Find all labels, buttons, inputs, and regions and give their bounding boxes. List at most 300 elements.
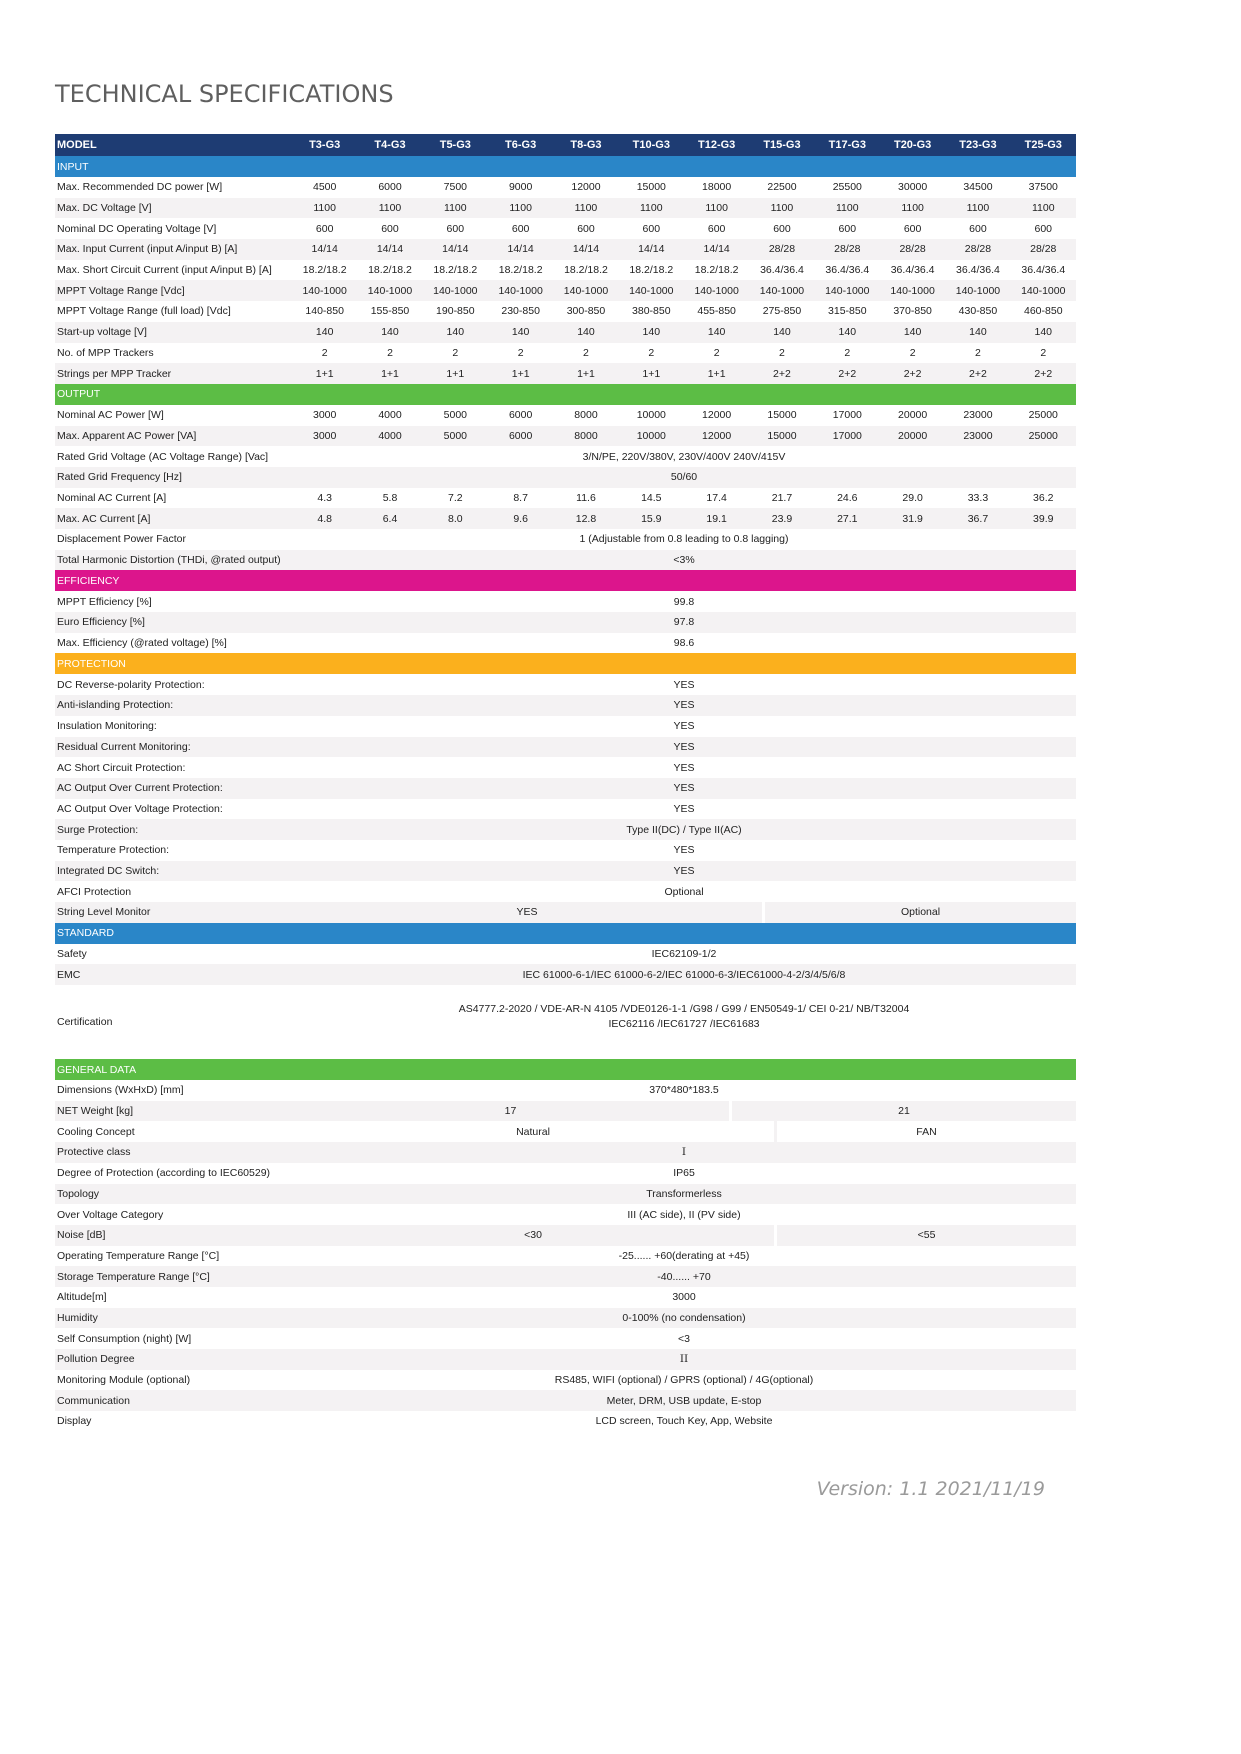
row-value: 18.2/18.2 — [433, 264, 478, 277]
row-value: 20000 — [898, 409, 928, 422]
row-label: Rated Grid Voltage (AC Voltage Range) [Vac] — [57, 450, 269, 463]
row-value: 14/14 — [572, 243, 600, 256]
row-value: 14/14 — [507, 243, 534, 256]
row-value: 1100 — [901, 202, 924, 215]
table-row — [55, 799, 1076, 820]
row-value: 140 — [1034, 326, 1053, 339]
row-value: 11.6 — [576, 491, 596, 504]
row-label: AC Short Circuit Protection: — [57, 761, 186, 774]
row-value: 8.7 — [513, 491, 528, 504]
row-value: 33.3 — [967, 491, 989, 504]
row-value: 2+2 — [1034, 367, 1053, 380]
row-value: 3/N/PE, 220V/380V, 230V/400V 240V/415V — [582, 450, 786, 463]
row-value-right: FAN — [916, 1125, 937, 1138]
table-row-certification — [55, 985, 1076, 1059]
row-label: Max. Short Circuit Current (input A/input B) [A] — [57, 264, 272, 277]
row-value: 18.2/18.2 — [629, 264, 674, 277]
row-label: Max. DC Voltage [V] — [57, 202, 152, 215]
row-value: I — [681, 1146, 687, 1159]
table-row — [55, 716, 1076, 737]
row-value: 2 — [909, 346, 916, 359]
row-value: 36.4/36.4 — [825, 264, 870, 277]
row-label: Euro Efficiency [%] — [57, 616, 145, 629]
row-label: Max. AC Current [A] — [57, 512, 151, 525]
row-value: 20000 — [898, 429, 928, 442]
table-row — [55, 239, 1076, 260]
row-value: 140 — [903, 326, 922, 339]
row-value: 140-1000 — [825, 284, 870, 297]
row-value: 455-850 — [697, 305, 736, 318]
row-label: Max. Efficiency (@rated voltage) [%] — [57, 637, 227, 650]
row-value: 1+1 — [511, 367, 530, 380]
table-row — [55, 446, 1076, 467]
row-value: 1100 — [509, 202, 532, 215]
row-value: 140 — [707, 326, 726, 339]
row-value: 28/28 — [964, 243, 992, 256]
row-value: III (AC side), II (PV side) — [627, 1208, 741, 1221]
row-value: 140-850 — [305, 305, 344, 318]
table-row — [55, 944, 1076, 965]
table-row-cooling — [55, 1121, 1076, 1142]
table-row — [55, 1184, 1076, 1205]
model-col: T20-G3 — [893, 139, 932, 151]
table-row — [55, 322, 1076, 343]
row-value: 600 — [1034, 222, 1053, 235]
row-value: 2 — [648, 346, 655, 359]
row-value: IEC62109-1/2 — [651, 948, 717, 961]
row-value: 18.2/18.2 — [694, 264, 739, 277]
table-row — [55, 1390, 1076, 1411]
row-value: 600 — [315, 222, 334, 235]
table-row — [55, 737, 1076, 758]
row-value: 2 — [1040, 346, 1047, 359]
row-value: 24.6 — [837, 491, 858, 504]
row-value: 4500 — [312, 181, 337, 194]
row-value: 28/28 — [768, 243, 796, 256]
row-value: 140 — [381, 326, 399, 339]
version-label: Version: 1.1 2021/11/19 — [816, 1478, 1045, 1500]
row-label: Integrated DC Switch: — [57, 864, 160, 877]
row-value: 7500 — [443, 181, 467, 194]
row-label: Over Voltage Category — [57, 1208, 164, 1221]
model-col: T15-G3 — [763, 139, 801, 151]
row-value: 4000 — [378, 429, 402, 442]
row-value: 12000 — [702, 409, 732, 422]
row-label: Surge Protection: — [57, 823, 139, 836]
table-row — [55, 363, 1076, 384]
row-value: 2 — [844, 346, 851, 359]
row-value: 14.5 — [641, 491, 662, 504]
row-value: 300-850 — [566, 305, 606, 318]
input-rows — [55, 177, 1076, 384]
table-row — [55, 218, 1076, 239]
table-row — [55, 1308, 1076, 1329]
table-row-string-level-monitor — [55, 902, 1076, 923]
row-label: Operating Temperature Range [°C] — [57, 1249, 220, 1262]
row-value: 10000 — [636, 409, 666, 422]
row-value-right: <55 — [777, 1225, 1076, 1246]
row-value: 6000 — [508, 429, 533, 442]
row-value: 5000 — [443, 409, 467, 422]
row-value: 600 — [969, 222, 987, 235]
table-row — [55, 488, 1076, 509]
row-label: Displacement Power Factor — [57, 533, 186, 546]
row-value: 2 — [583, 346, 589, 359]
row-value: 370-850 — [893, 305, 932, 318]
row-label: Pollution Degree — [57, 1353, 135, 1366]
row-value: 2 — [517, 346, 524, 359]
row-value: 25500 — [832, 181, 862, 194]
row-value: 2 — [779, 346, 785, 359]
row-value: 5.8 — [382, 491, 398, 504]
row-value: 14/14 — [311, 243, 338, 256]
row-value: Optional — [664, 885, 704, 898]
model-col: T25-G3 — [1024, 139, 1062, 151]
output-rows-numeric-1 — [55, 405, 1076, 446]
row-value: 140-1000 — [890, 284, 935, 297]
row-label: Start-up voltage [V] — [57, 326, 147, 339]
row-value: 140-1000 — [629, 284, 674, 297]
certification-line-2: IEC62116 /IEC61727 /IEC61683 — [608, 1018, 760, 1031]
row-value: 1100 — [378, 202, 402, 215]
model-col: T3-G3 — [309, 139, 341, 151]
row-value: 21.7 — [771, 491, 793, 504]
row-label: No. of MPP Trackers — [57, 346, 154, 359]
row-value: 600 — [773, 222, 791, 235]
row-value: Type II(DC) / Type II(AC) — [626, 823, 742, 836]
table-row — [55, 301, 1076, 322]
section-output: OUTPUT — [55, 384, 1076, 405]
row-value: 140 — [642, 326, 661, 339]
row-value: 140 — [446, 326, 465, 339]
row-label: AC Output Over Current Protection: — [57, 782, 223, 795]
row-value: 15000 — [767, 429, 797, 442]
row-value: RS485, WIFI (optional) / GPRS (optional) / 4G(optional) — [554, 1374, 814, 1387]
row-value: Transformerless — [646, 1187, 722, 1200]
row-label: AFCI Protection — [57, 885, 132, 898]
row-label: Altitude[m] — [57, 1291, 107, 1304]
section-general-data: GENERAL DATA — [55, 1059, 1076, 1080]
row-value: 2 — [452, 346, 459, 359]
row-label: DC Reverse-polarity Protection: — [57, 678, 205, 691]
row-value: 140-1000 — [498, 284, 543, 297]
row-value: 1100 — [313, 202, 336, 215]
protection-rows — [55, 674, 1076, 902]
row-value: 1+1 — [707, 367, 726, 380]
table-row — [55, 1163, 1076, 1184]
row-label: Cooling Concept — [57, 1125, 135, 1138]
table-row — [55, 881, 1076, 902]
row-value: 36.2 — [1033, 491, 1054, 504]
section-protection: PROTECTION — [55, 653, 1076, 674]
row-value: YES — [673, 699, 695, 712]
row-value: 4.8 — [317, 512, 332, 525]
row-value: 1100 — [444, 202, 467, 215]
row-value: 15.9 — [641, 512, 662, 525]
row-value: 14/14 — [638, 243, 665, 256]
row-value: 30000 — [898, 181, 928, 194]
row-value: IEC 61000-6-1/IEC 61000-6-2/IEC 61000-6-3/IEC61000-4-2/3/4/5/6/8 — [522, 968, 846, 981]
table-row — [55, 1142, 1076, 1163]
row-value: 8.0 — [448, 512, 463, 525]
row-label: AC Output Over Voltage Protection: — [57, 802, 223, 815]
row-value: YES — [673, 720, 695, 733]
row-value: 380-850 — [632, 305, 671, 318]
row-value: 2 — [713, 346, 720, 359]
row-value: 1+1 — [577, 367, 595, 380]
table-row — [55, 633, 1076, 654]
table-row — [55, 426, 1076, 447]
row-value: 2+2 — [773, 367, 791, 380]
row-value: II — [679, 1353, 689, 1366]
row-value: IP65 — [673, 1167, 695, 1180]
row-value: 50/60 — [670, 471, 698, 484]
table-row — [55, 1246, 1076, 1267]
row-value: 8000 — [574, 409, 598, 422]
row-value: 15000 — [767, 409, 797, 422]
row-value: 99.8 — [673, 595, 695, 608]
row-value-left: Natural — [516, 1125, 550, 1138]
row-value: 1+1 — [381, 367, 399, 380]
row-label: Strings per MPP Tracker — [57, 367, 172, 380]
row-value: 3000 — [672, 1291, 696, 1304]
row-value: YES — [673, 844, 695, 857]
row-label: Communication — [57, 1394, 130, 1407]
row-value: 28/28 — [899, 243, 926, 256]
row-value: 3000 — [312, 409, 337, 422]
spec-table — [55, 134, 1076, 1432]
row-value: 29.0 — [902, 491, 923, 504]
row-value: 9.6 — [513, 512, 528, 525]
row-value: 14/14 — [442, 243, 469, 256]
row-value: 140 — [511, 326, 530, 339]
row-value: 39.9 — [1033, 512, 1054, 525]
row-label: NET Weight [kg] — [55, 1101, 292, 1122]
row-value: 28/28 — [834, 243, 861, 256]
row-value: 0-100% (no condensation) — [622, 1311, 746, 1324]
row-value: 1100 — [770, 202, 794, 215]
row-value: 5000 — [443, 429, 467, 442]
row-label: Display — [57, 1415, 92, 1428]
section-input: INPUT — [55, 156, 1076, 177]
row-value: 140 — [315, 326, 334, 339]
row-label: Monitoring Module (optional) — [57, 1374, 191, 1387]
row-value: 140-1000 — [367, 284, 413, 297]
row-value: 275-850 — [762, 305, 802, 318]
row-value: YES — [673, 678, 695, 691]
table-row — [55, 819, 1076, 840]
row-value: 230-850 — [501, 305, 540, 318]
row-value: 18.2/18.2 — [564, 264, 608, 277]
row-value: 3000 — [312, 429, 337, 442]
row-value: 600 — [903, 222, 922, 235]
table-row-net-weight — [55, 1101, 1076, 1122]
row-label: MPPT Voltage Range [Vdc] — [57, 284, 185, 297]
table-row — [55, 1370, 1076, 1391]
table-row — [55, 280, 1076, 301]
row-value: 8000 — [574, 429, 598, 442]
row-value: <3 — [678, 1332, 690, 1345]
row-value: 36.7 — [967, 512, 989, 525]
row-value: 140 — [969, 326, 987, 339]
certification-value — [292, 1003, 1076, 1032]
row-value: 36.4/36.4 — [1021, 264, 1066, 277]
model-col: T12-G3 — [697, 139, 736, 151]
row-value: -40...... +70 — [657, 1270, 711, 1283]
row-value: 17.4 — [706, 491, 727, 504]
row-value: 140 — [773, 326, 791, 339]
row-value: 600 — [577, 222, 595, 235]
table-row — [55, 591, 1076, 612]
row-value: Meter, DRM, USB update, E-stop — [606, 1394, 762, 1407]
row-label: Safety — [57, 948, 87, 961]
row-label: Temperature Protection: — [57, 844, 170, 857]
row-label: Nominal AC Current [A] — [57, 491, 167, 504]
row-value: 18.2/18.2 — [368, 264, 412, 277]
row-label: Storage Temperature Range [°C] — [57, 1270, 210, 1283]
table-row — [55, 177, 1076, 198]
row-value: 1100 — [1031, 202, 1055, 215]
row-value: 1100 — [966, 202, 990, 215]
row-label: MPPT Voltage Range (full load) [Vdc] — [57, 305, 231, 318]
table-row — [55, 405, 1076, 426]
row-label: Insulation Monitoring: — [57, 720, 157, 733]
table-row — [55, 695, 1076, 716]
section-standard: STANDARD — [55, 923, 1076, 944]
row-value: 36.4/36.4 — [760, 264, 804, 277]
row-value: 15000 — [636, 181, 666, 194]
row-value-right: 21 — [732, 1101, 1076, 1122]
row-value: 6000 — [378, 181, 402, 194]
table-row — [55, 674, 1076, 695]
row-value: 23000 — [963, 429, 993, 442]
row-value: 140-1000 — [1021, 284, 1066, 297]
model-col: T10-G3 — [632, 139, 670, 151]
row-value: 22500 — [767, 181, 797, 194]
row-value: 19.1 — [706, 512, 727, 525]
row-value: 370*480*183.5 — [649, 1084, 719, 1097]
row-value: YES — [673, 782, 695, 795]
row-value: 36.4/36.4 — [890, 264, 935, 277]
row-value: 600 — [707, 222, 726, 235]
row-value: 600 — [446, 222, 465, 235]
row-value: 7.2 — [448, 491, 463, 504]
row-label: Nominal AC Power [W] — [57, 409, 164, 422]
row-label: Max. Recommended DC power [W] — [57, 181, 223, 194]
row-value: 600 — [642, 222, 661, 235]
row-label: MPPT Efficiency [%] — [57, 595, 152, 608]
row-value: 600 — [511, 222, 530, 235]
row-value: 2+2 — [903, 367, 922, 380]
row-value: 2 — [321, 346, 328, 359]
row-value: 14/14 — [376, 243, 404, 256]
row-value-left: YES — [516, 906, 538, 919]
row-value: LCD screen, Touch Key, App, Website — [595, 1415, 773, 1428]
row-value: 460-850 — [1024, 305, 1063, 318]
row-value: 9000 — [508, 181, 533, 194]
row-value: YES — [673, 802, 695, 815]
row-value: 4.3 — [317, 491, 332, 504]
row-label: Degree of Protection (according to IEC60529) — [57, 1167, 271, 1180]
row-label: Rated Grid Frequency [Hz] — [57, 471, 182, 484]
row-label: Max. Input Current (input A/input B) [A] — [57, 243, 238, 256]
row-label: Topology — [57, 1187, 100, 1200]
model-col: T23-G3 — [959, 139, 997, 151]
row-label: Humidity — [57, 1311, 98, 1324]
table-row — [55, 1328, 1076, 1349]
table-row — [55, 964, 1076, 985]
row-value: 14/14 — [703, 243, 730, 256]
row-value: 2 — [975, 346, 981, 359]
row-value-right: Optional — [900, 906, 941, 919]
row-value: 6000 — [508, 409, 533, 422]
certification-line-1: AS4777.2-2020 / VDE-AR-N 4105 /VDE0126-1-1 /G98 / G99 / EN50549-1/ CEI 0-21/ NB/T32004 — [458, 1003, 910, 1016]
model-col: T4-G3 — [374, 139, 406, 151]
row-value: 37500 — [1028, 181, 1058, 194]
row-value: 25000 — [1028, 409, 1058, 422]
table-row — [55, 861, 1076, 882]
table-row — [55, 612, 1076, 633]
row-label: Anti-islanding Protection: — [57, 699, 174, 712]
row-value: 17000 — [832, 409, 862, 422]
model-col: T5-G3 — [439, 139, 471, 151]
row-value: 155-850 — [370, 305, 410, 318]
row-value: 27.1 — [837, 512, 858, 525]
table-row — [55, 840, 1076, 861]
table-row — [55, 260, 1076, 281]
row-value: 18000 — [702, 181, 732, 194]
row-value: 12000 — [702, 429, 732, 442]
row-value: 140 — [577, 326, 595, 339]
row-value: 23000 — [963, 409, 993, 422]
model-col: T6-G3 — [505, 139, 537, 151]
row-value: 140-1000 — [563, 284, 609, 297]
row-value: 31.9 — [902, 512, 923, 525]
table-row — [55, 1411, 1076, 1432]
table-row — [55, 508, 1076, 529]
row-value: 140 — [838, 326, 857, 339]
row-value: 1 (Adjustable from 0.8 leading to 0.8 lagging) — [579, 533, 789, 546]
table-row — [55, 757, 1076, 778]
row-value: 17000 — [832, 429, 862, 442]
row-value: 18.2/18.2 — [498, 264, 543, 277]
page-title: TECHNICAL SPECIFICATIONS — [55, 80, 394, 108]
row-value: 4000 — [378, 409, 402, 422]
row-value: YES — [673, 740, 695, 753]
row-value: 6.4 — [382, 512, 398, 525]
row-label: String Level Monitor — [57, 906, 151, 919]
model-col: T17-G3 — [828, 139, 866, 151]
row-value: 315-850 — [828, 305, 867, 318]
model-header-row — [55, 134, 1076, 156]
row-value: 23.9 — [771, 512, 793, 525]
row-value: 140-1000 — [694, 284, 739, 297]
row-label: EMC — [57, 968, 81, 981]
row-value: 1100 — [574, 202, 598, 215]
row-value: 140-1000 — [759, 284, 805, 297]
row-value: 28/28 — [1030, 243, 1057, 256]
row-value: 34500 — [963, 181, 993, 194]
row-label: Max. Apparent AC Power [VA] — [57, 429, 197, 442]
row-value: 2 — [387, 346, 393, 359]
row-value: -25...... +60(derating at +45) — [618, 1249, 750, 1262]
row-label: Nominal DC Operating Voltage [V] — [57, 222, 217, 235]
row-value: 12.8 — [575, 512, 597, 525]
row-label: Protective class — [57, 1146, 131, 1159]
row-value: 1+1 — [315, 367, 334, 380]
row-value: 1+1 — [446, 367, 465, 380]
row-value: 140-1000 — [433, 284, 478, 297]
